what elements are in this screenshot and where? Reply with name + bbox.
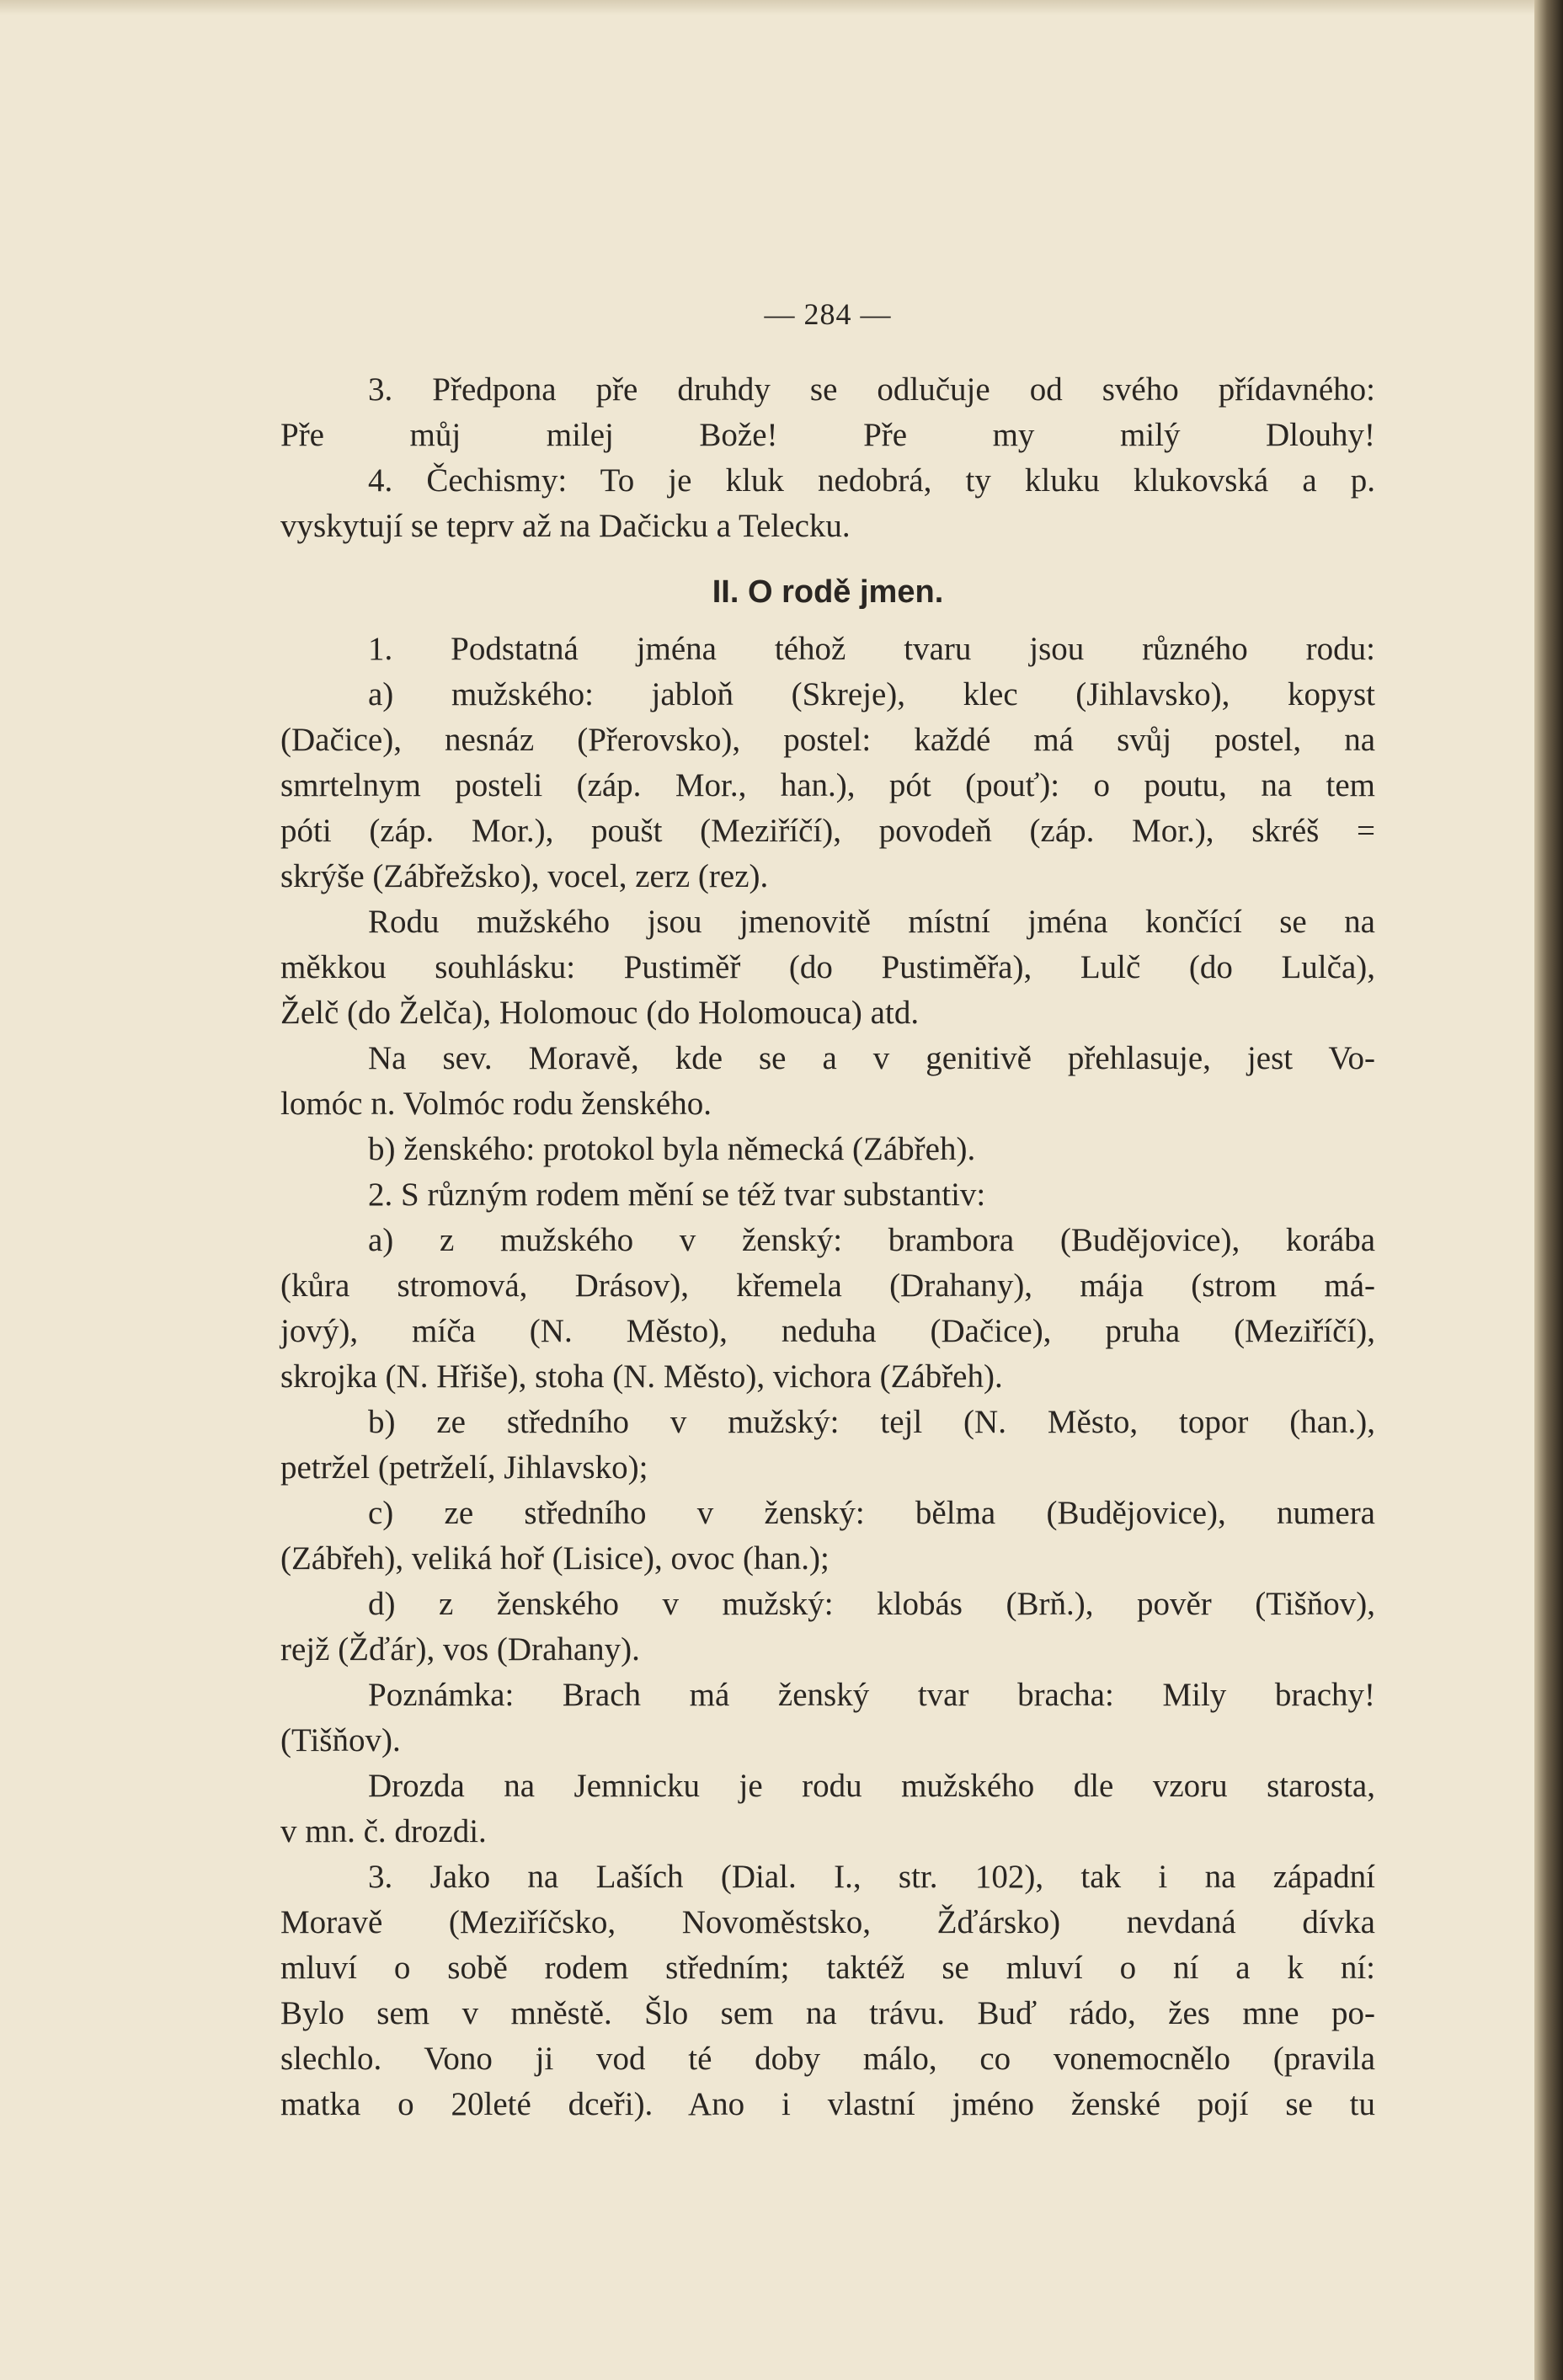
text-line: d) z ženského v mužský: klobás (Brň.), pověr (Tišňov), xyxy=(368,1586,1375,1622)
text-line: póti (záp. Mor.), poušt (Meziříčí), povodeň (záp. Mor.), skréš = xyxy=(280,813,1375,849)
text-line: (Zábřeh), veliká hoř (Lisice), ovoc (han.); xyxy=(280,1540,830,1577)
intro-paragraphs xyxy=(280,367,1375,549)
text-line: b) ženského: protokol byla německá (Zábřeh). xyxy=(368,1131,976,1167)
text-line: 1. Podstatná jména téhož tvaru jsou různého rodu: xyxy=(368,631,1375,667)
text-line: Bylo sem v mněstě. Šlo sem na trávu. Buď rádo, žes mne po- xyxy=(280,1995,1375,2031)
body-paragraphs xyxy=(280,627,1375,2127)
text-line: rejž (Žďár), vos (Drahany). xyxy=(280,1631,640,1668)
text-line: skrýše (Zábřežsko), vocel, zerz (rez). xyxy=(280,858,769,894)
text-line: mluví o sobě rodem středním; taktéž se mluví o ní a k ní: xyxy=(280,1950,1375,1986)
text-line: petržel (petrželí, Jihlavsko); xyxy=(280,1449,648,1486)
text-line: měkkou souhlásku: Pustiměř (do Pustiměřa), Lulč (do Lulča), xyxy=(280,949,1375,985)
text-line: 4. Čechismy: To je kluk nedobrá, ty kluku klukovská a p. xyxy=(368,462,1375,499)
text-line: Rodu mužského jsou jmenovitě místní jména končící se na xyxy=(368,904,1375,940)
text-line: vyskytují se teprv až na Dačicku a Telecku. xyxy=(280,508,851,544)
text-line: Pře můj milej Bože! Pře my milý Dlouhy! xyxy=(280,417,1375,453)
text-line: Želč (do Želča), Holomouc (do Holomouca) atd. xyxy=(280,995,920,1031)
page-number: — 284 — xyxy=(764,297,892,331)
text-line: skrojka (N. Hřiše), stoha (N. Město), vichora (Zábřeh). xyxy=(280,1358,1003,1395)
text-line: slechlo. Vono ji vod té doby málo, co vonemocnělo (pravila xyxy=(280,2041,1375,2077)
text-line: Drozda na Jemnicku je rodu mužského dle vzoru starosta, xyxy=(368,1768,1375,1804)
text-line: Poznámka: Brach má ženský tvar bracha: Mily brachy! xyxy=(368,1677,1375,1713)
text-line: 3. Předpona pře druhdy se odlučuje od svého přídavného: xyxy=(368,371,1375,408)
text-line: lomóc n. Volmóc rodu ženského. xyxy=(280,1086,712,1122)
text-line: (kůra stromová, Drásov), křemela (Drahany), mája (strom má- xyxy=(280,1267,1375,1304)
text-line: a) z mužského v ženský: brambora (Budějovice), korába xyxy=(368,1222,1375,1258)
text-line: jový), míča (N. Město), neduha (Dačice), pruha (Meziříčí), xyxy=(280,1313,1375,1349)
text-line: v mn. č. drozdi. xyxy=(280,1813,487,1849)
book-page xyxy=(280,296,1375,2127)
scan-binding-edge xyxy=(1534,0,1563,2380)
text-line: 2. S různým rodem mění se též tvar substantiv: xyxy=(368,1177,986,1213)
text-line: matka o 20leté dceři). Ano i vlastní jméno ženské pojí se tu xyxy=(280,2086,1375,2122)
text-line: (Tišňov). xyxy=(280,1722,401,1758)
text-line: Moravě (Meziříčsko, Novoměstsko, Žďársko) nevdaná dívka xyxy=(280,1904,1375,1940)
text-line: c) ze středního v ženský: bělma (Budějovice), numera xyxy=(368,1495,1375,1531)
text-line: a) mužského: jabloň (Skreje), klec (Jihlavsko), kopyst xyxy=(368,676,1375,712)
text-line: 3. Jako na Laších (Dial. I., str. 102), tak i na západní xyxy=(368,1859,1375,1895)
section-heading: II. O rodě jmen. xyxy=(712,574,944,610)
text-line: b) ze středního v mužský: tejl (N. Město, topor (han.), xyxy=(368,1404,1375,1440)
text-line: (Dačice), nesnáz (Přerovsko), postel: každé má svůj postel, na xyxy=(280,722,1375,758)
text-line: Na sev. Moravě, kde se a v genitivě přehlasuje, jest Vo- xyxy=(368,1040,1375,1076)
text-line: smrtelnym posteli (záp. Mor., han.), pót (pouť): o poutu, na tem xyxy=(280,767,1375,803)
scan-top-shadow xyxy=(0,0,1563,15)
